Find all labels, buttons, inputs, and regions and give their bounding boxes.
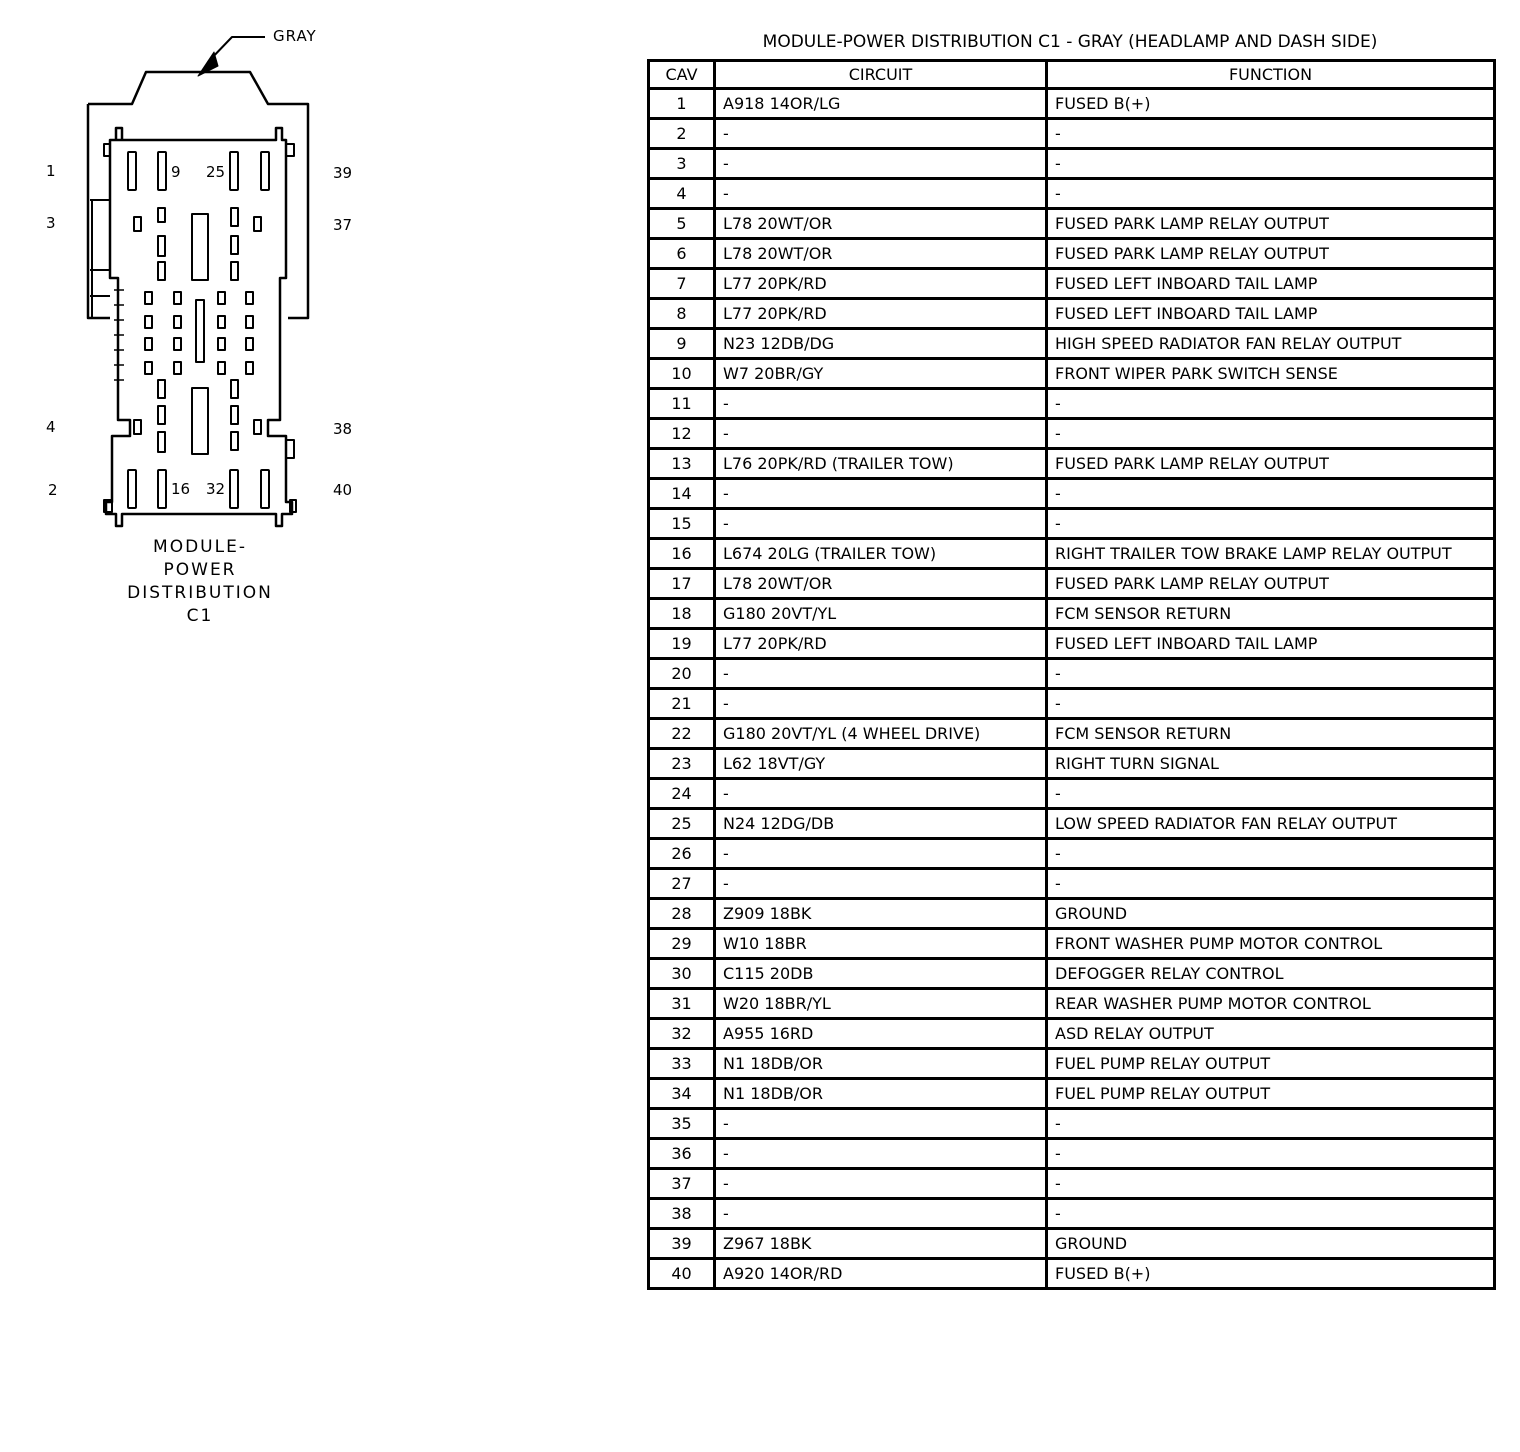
circuit-cell: L674 20LG (TRAILER TOW) <box>715 539 1047 569</box>
circuit-cell: L76 20PK/RD (TRAILER TOW) <box>715 449 1047 479</box>
cav-cell: 15 <box>649 509 715 539</box>
cav-cell: 11 <box>649 389 715 419</box>
table-row <box>649 509 1495 539</box>
cav-cell: 35 <box>649 1109 715 1139</box>
function-cell: DEFOGGER RELAY CONTROL <box>1047 959 1495 989</box>
caption-line: C1 <box>186 606 214 626</box>
function-cell: - <box>1047 779 1495 809</box>
function-cell: - <box>1047 689 1495 719</box>
circuit-cell: Z909 18BK <box>715 899 1047 929</box>
caption-line: POWER <box>163 560 237 580</box>
circuit-cell: L78 20WT/OR <box>715 569 1047 599</box>
cavity-label-right-38: 38 <box>333 420 353 438</box>
table-row <box>649 1139 1495 1169</box>
circuit-cell: N24 12DG/DB <box>715 809 1047 839</box>
function-cell: FUSED LEFT INBOARD TAIL LAMP <box>1047 269 1495 299</box>
circuit-cell: - <box>715 659 1047 689</box>
function-cell: GROUND <box>1047 1229 1495 1259</box>
connector-bottom-ears <box>104 500 296 512</box>
connector-hood <box>88 72 308 318</box>
function-cell: FUSED B(+) <box>1047 89 1495 119</box>
circuit-cell: Z967 18BK <box>715 1229 1047 1259</box>
circuit-cell: - <box>715 779 1047 809</box>
cavity-39-slot <box>261 152 269 190</box>
cav-cell: 5 <box>649 209 715 239</box>
circuit-cell: L62 18VT/GY <box>715 749 1047 779</box>
cav-cell: 20 <box>649 659 715 689</box>
table-row <box>649 869 1495 899</box>
cavity-1-slot <box>128 152 136 190</box>
connector-body <box>106 128 292 526</box>
table-row <box>649 839 1495 869</box>
circuit-cell: L77 20PK/RD <box>715 299 1047 329</box>
function-cell: FUSED LEFT INBOARD TAIL LAMP <box>1047 299 1495 329</box>
circuit-cell: - <box>715 479 1047 509</box>
circuit-cell: N1 18DB/OR <box>715 1079 1047 1109</box>
cav-cell: 36 <box>649 1139 715 1169</box>
function-cell: - <box>1047 419 1495 449</box>
function-cell: HIGH SPEED RADIATOR FAN RELAY OUTPUT <box>1047 329 1495 359</box>
cav-cell: 2 <box>649 119 715 149</box>
cav-cell: 33 <box>649 1049 715 1079</box>
circuit-cell: W20 18BR/YL <box>715 989 1047 1019</box>
cav-cell: 38 <box>649 1199 715 1229</box>
circuit-cell: - <box>715 1109 1047 1139</box>
table-row <box>649 1259 1495 1289</box>
function-cell: FUEL PUMP RELAY OUTPUT <box>1047 1049 1495 1079</box>
cavity-9-slot <box>158 152 166 190</box>
table-row <box>649 1229 1495 1259</box>
function-cell: - <box>1047 1109 1495 1139</box>
function-cell: - <box>1047 1199 1495 1229</box>
header-circuit: CIRCUIT <box>715 61 1047 89</box>
circuit-cell: L78 20WT/OR <box>715 209 1047 239</box>
table-body <box>649 89 1495 1289</box>
cav-cell: 27 <box>649 869 715 899</box>
circuit-cell: C115 20DB <box>715 959 1047 989</box>
cav-cell: 40 <box>649 1259 715 1289</box>
cavity-label-inner-25: 25 <box>206 163 226 181</box>
table-row <box>649 209 1495 239</box>
pinout-table <box>647 59 1496 1290</box>
function-cell: FUSED B(+) <box>1047 1259 1495 1289</box>
circuit-cell: - <box>715 689 1047 719</box>
table-row <box>649 1019 1495 1049</box>
table-row <box>649 809 1495 839</box>
cav-cell: 39 <box>649 1229 715 1259</box>
table-row <box>649 1109 1495 1139</box>
cav-cell: 12 <box>649 419 715 449</box>
circuit-cell: A918 14OR/LG <box>715 89 1047 119</box>
circuit-cell: - <box>715 509 1047 539</box>
table-row <box>649 989 1495 1019</box>
circuit-cell: A920 14OR/RD <box>715 1259 1047 1289</box>
connector-caption <box>120 536 280 628</box>
table-row <box>649 119 1495 149</box>
circuit-cell: L77 20PK/RD <box>715 629 1047 659</box>
circuit-cell: L78 20WT/OR <box>715 239 1047 269</box>
cav-cell: 32 <box>649 1019 715 1049</box>
cav-cell: 37 <box>649 1169 715 1199</box>
function-cell: FUSED PARK LAMP RELAY OUTPUT <box>1047 449 1495 479</box>
function-cell: - <box>1047 119 1495 149</box>
cavity-label-inner-32: 32 <box>206 480 226 498</box>
function-cell: - <box>1047 1169 1495 1199</box>
table-row <box>649 689 1495 719</box>
circuit-cell: A955 16RD <box>715 1019 1047 1049</box>
cav-cell: 16 <box>649 539 715 569</box>
cavity-2-slot <box>128 470 136 508</box>
cavity-label-left-4: 4 <box>46 418 56 436</box>
function-cell: - <box>1047 389 1495 419</box>
table-row <box>649 899 1495 929</box>
table-row <box>649 419 1495 449</box>
function-cell: FUSED PARK LAMP RELAY OUTPUT <box>1047 209 1495 239</box>
table-row <box>649 1199 1495 1229</box>
cav-cell: 10 <box>649 359 715 389</box>
table-header-row <box>649 61 1495 89</box>
cavity-label-right-40: 40 <box>333 481 353 499</box>
table-row <box>649 389 1495 419</box>
function-cell: FCM SENSOR RETURN <box>1047 719 1495 749</box>
function-cell: LOW SPEED RADIATOR FAN RELAY OUTPUT <box>1047 809 1495 839</box>
function-cell: - <box>1047 839 1495 869</box>
cav-cell: 1 <box>649 89 715 119</box>
table-row <box>649 539 1495 569</box>
cav-cell: 34 <box>649 1079 715 1109</box>
function-cell: ASD RELAY OUTPUT <box>1047 1019 1495 1049</box>
cavity-label-right-37: 37 <box>333 216 353 234</box>
function-cell: FUSED LEFT INBOARD TAIL LAMP <box>1047 629 1495 659</box>
function-cell: GROUND <box>1047 899 1495 929</box>
header-function: FUNCTION <box>1047 61 1495 89</box>
cav-cell: 7 <box>649 269 715 299</box>
table-row <box>649 149 1495 179</box>
cav-cell: 18 <box>649 599 715 629</box>
circuit-cell: G180 20VT/YL (4 WHEEL DRIVE) <box>715 719 1047 749</box>
circuit-cell: - <box>715 179 1047 209</box>
cav-cell: 29 <box>649 929 715 959</box>
function-cell: FRONT WIPER PARK SWITCH SENSE <box>1047 359 1495 389</box>
table-row <box>649 479 1495 509</box>
circuit-cell: - <box>715 119 1047 149</box>
circuit-cell: - <box>715 1169 1047 1199</box>
cav-cell: 31 <box>649 989 715 1019</box>
function-cell: - <box>1047 149 1495 179</box>
circuit-cell: W10 18BR <box>715 929 1047 959</box>
cav-cell: 21 <box>649 689 715 719</box>
function-cell: FUSED PARK LAMP RELAY OUTPUT <box>1047 569 1495 599</box>
cav-cell: 17 <box>649 569 715 599</box>
cav-cell: 4 <box>649 179 715 209</box>
table-row <box>649 1169 1495 1199</box>
cavity-label-left-2: 2 <box>48 481 58 499</box>
function-cell: FUSED PARK LAMP RELAY OUTPUT <box>1047 239 1495 269</box>
connector-left-latch <box>90 200 110 318</box>
table-row <box>649 1079 1495 1109</box>
table-title: MODULE-POWER DISTRIBUTION C1 - GRAY (HEADLAMP AND DASH SIDE) <box>762 32 1378 52</box>
table-row <box>649 749 1495 779</box>
table-row <box>649 719 1495 749</box>
circuit-cell: - <box>715 389 1047 419</box>
function-cell: - <box>1047 869 1495 899</box>
circuit-cell: G180 20VT/YL <box>715 599 1047 629</box>
cav-cell: 9 <box>649 329 715 359</box>
cav-cell: 6 <box>649 239 715 269</box>
table-row <box>649 599 1495 629</box>
table-row <box>649 779 1495 809</box>
cavity-label-inner-16: 16 <box>171 480 191 498</box>
cav-cell: 13 <box>649 449 715 479</box>
function-cell: FCM SENSOR RETURN <box>1047 599 1495 629</box>
table-row <box>649 629 1495 659</box>
connector-face-drawing <box>0 0 640 700</box>
cavity-32-slot <box>230 470 238 508</box>
table-row <box>649 329 1495 359</box>
header-cav: CAV <box>649 61 715 89</box>
circuit-cell: L77 20PK/RD <box>715 269 1047 299</box>
cav-cell: 14 <box>649 479 715 509</box>
cavity-40-slot <box>261 470 269 508</box>
cav-cell: 30 <box>649 959 715 989</box>
table-row <box>649 659 1495 689</box>
color-callout-label: GRAY <box>273 27 317 45</box>
cav-cell: 22 <box>649 719 715 749</box>
function-cell: - <box>1047 1139 1495 1169</box>
cav-cell: 8 <box>649 299 715 329</box>
circuit-cell: - <box>715 839 1047 869</box>
cav-cell: 25 <box>649 809 715 839</box>
table-row <box>649 959 1495 989</box>
circuit-cell: W7 20BR/GY <box>715 359 1047 389</box>
cavity-label-left-3: 3 <box>46 214 56 232</box>
function-cell: - <box>1047 509 1495 539</box>
function-cell: RIGHT TRAILER TOW BRAKE LAMP RELAY OUTPUT <box>1047 539 1495 569</box>
function-cell: FUEL PUMP RELAY OUTPUT <box>1047 1079 1495 1109</box>
table-row <box>649 449 1495 479</box>
circuit-cell: - <box>715 869 1047 899</box>
table-row <box>649 359 1495 389</box>
cav-cell: 23 <box>649 749 715 779</box>
table-row <box>649 239 1495 269</box>
color-callout-leader <box>208 37 265 62</box>
circuit-cell: - <box>715 1139 1047 1169</box>
cav-cell: 26 <box>649 839 715 869</box>
cav-cell: 3 <box>649 149 715 179</box>
caption-line: DISTRIBUTION <box>127 583 273 603</box>
table-row <box>649 569 1495 599</box>
cav-cell: 24 <box>649 779 715 809</box>
connector-diagram <box>0 0 640 1452</box>
table-row <box>649 299 1495 329</box>
cavity-25-slot <box>230 152 238 190</box>
function-cell: FRONT WASHER PUMP MOTOR CONTROL <box>1047 929 1495 959</box>
function-cell: RIGHT TURN SIGNAL <box>1047 749 1495 779</box>
circuit-cell: - <box>715 419 1047 449</box>
caption-line: MODULE- <box>153 537 247 557</box>
function-cell: - <box>1047 659 1495 689</box>
cavity-label-right-39: 39 <box>333 164 353 182</box>
circuit-cell: N1 18DB/OR <box>715 1049 1047 1079</box>
function-cell: - <box>1047 479 1495 509</box>
cav-cell: 28 <box>649 899 715 929</box>
function-cell: REAR WASHER PUMP MOTOR CONTROL <box>1047 989 1495 1019</box>
table-row <box>649 269 1495 299</box>
function-cell: - <box>1047 179 1495 209</box>
table-row <box>649 179 1495 209</box>
connector-top-ears <box>104 144 294 156</box>
table-row <box>649 929 1495 959</box>
table-row <box>649 89 1495 119</box>
cav-cell: 19 <box>649 629 715 659</box>
cavity-label-left-1: 1 <box>46 162 56 180</box>
circuit-cell: - <box>715 1199 1047 1229</box>
table-row <box>649 1049 1495 1079</box>
circuit-cell: N23 12DB/DG <box>715 329 1047 359</box>
cavity-label-inner-9: 9 <box>171 163 181 181</box>
cavity-16-slot <box>158 470 166 508</box>
circuit-cell: - <box>715 149 1047 179</box>
